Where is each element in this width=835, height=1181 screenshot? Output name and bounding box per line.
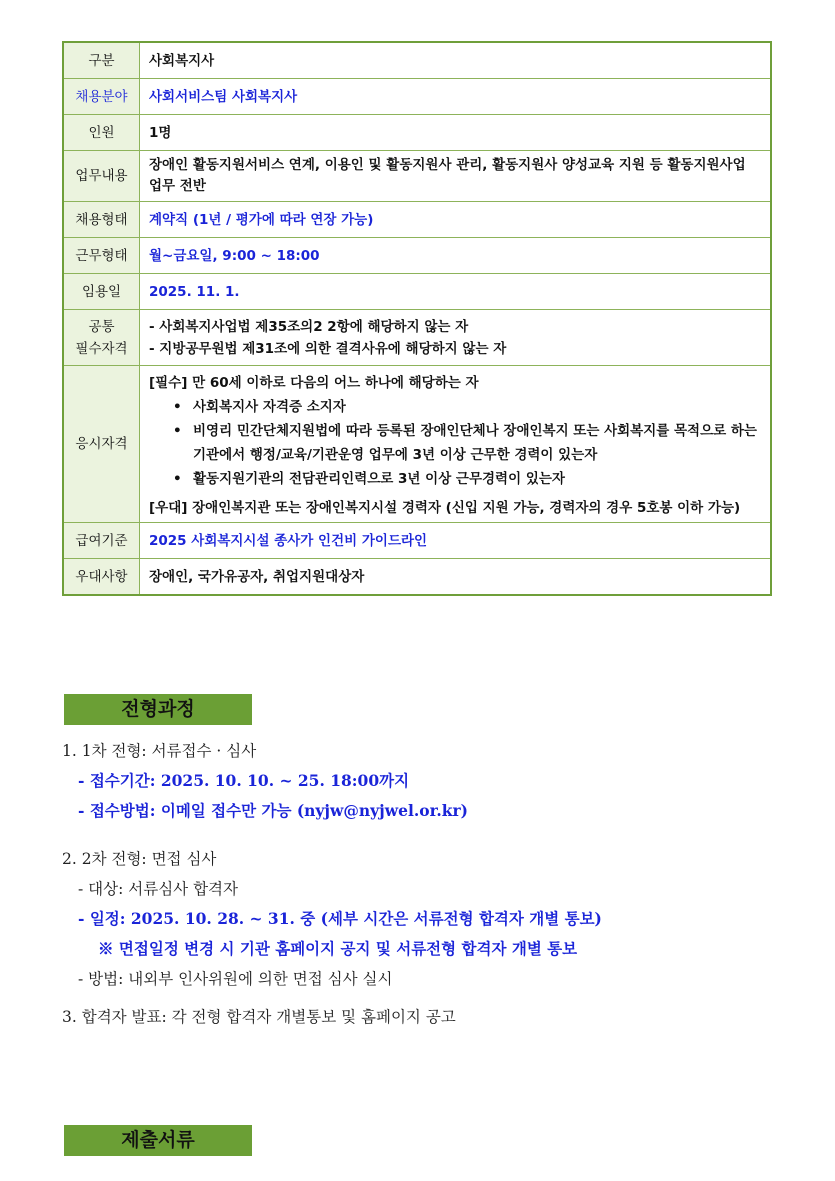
row-value (140, 310, 772, 366)
table-row (63, 79, 771, 115)
table-row (63, 151, 771, 202)
table-row (63, 238, 771, 274)
row-value: 사회복지사 (140, 42, 772, 79)
row-value: 장애인, 국가유공자, 취업지원대상자 (140, 559, 772, 596)
row-label: 인원 (63, 115, 140, 151)
row-label: 채용형태 (63, 202, 140, 238)
row-label: 우대사항 (63, 559, 140, 596)
table-row (63, 523, 771, 559)
table-row (63, 366, 771, 523)
table-row (63, 115, 771, 151)
table-row (63, 42, 771, 79)
preferred-qualification: [우대] 장애인복지관 또는 장애인복지시설 경력자 (신입 지원 가능, 경력자의 경우 5호봉 이하 가능) (149, 500, 741, 516)
row-value: 2025 사회복지시설 종사가 인건비 가이드라인 (140, 523, 772, 559)
list-item: • 사회복지사 자격증 소지자 (191, 395, 762, 419)
step-detail: - 방법: 내외부 인사위원에 의한 면접 심사 실시 (78, 970, 393, 988)
row-value: 계약직 (1년 / 평가에 따라 연장 가능) (140, 202, 772, 238)
row-value: 2025. 11. 1. (140, 274, 772, 310)
recruitment-info-table (62, 41, 772, 596)
list-item: • 비영리 민간단체지원법에 따라 등록된 장애인단체나 장애인복지 또는 사회복지를 목적으로 하는 기관에서 행정/교육/기관운영 업무에 3년 이상 근무한 경력이 있는자 (191, 419, 762, 467)
table-row (63, 559, 771, 596)
row-label: 임용일 (63, 274, 140, 310)
step-detail: - 접수기간: 2025. 10. 10. ~ 25. 18:00까지 (78, 771, 410, 790)
step-detail: - 접수방법: 이메일 접수만 가능 (nyjw@nyjwel.or.kr) (78, 801, 468, 820)
step-title: 3. 합격자 발표: 각 전형 합격자 개별통보 및 홈페이지 공고 (62, 1008, 456, 1026)
row-label-line: 공통 (88, 318, 115, 335)
row-value: 1명 (140, 115, 772, 151)
documents-section-heading: 제출서류 (64, 1125, 252, 1156)
required-qualification: [필수] 만 60세 이하로 다음의 어느 하나에 해당하는 자 (149, 375, 479, 391)
step-title: 2. 2차 전형: 면접 심사 (62, 850, 217, 868)
step-title: 1. 1차 전형: 서류접수 · 심사 (62, 742, 257, 760)
process-section (62, 736, 782, 1032)
qualification-item: - 사회복지사업법 제35조의2 2항에 해당하지 않는 자 (149, 318, 469, 335)
row-value (140, 366, 772, 523)
row-label: 급여기준 (63, 523, 140, 559)
process-section-heading: 전형과정 (64, 694, 252, 725)
row-label: 채용분야 (63, 79, 140, 115)
step-detail: - 일정: 2025. 10. 28. ~ 31. 중 (세부 시간은 서류전형 합격자 개별 통보) (78, 909, 602, 928)
row-label: 근무형태 (63, 238, 140, 274)
list-item: • 활동지원기관의 전담관리인력으로 3년 이상 근무경력이 있는자 (191, 467, 762, 491)
step-detail: - 대상: 서류심사 합격자 (78, 880, 238, 898)
row-value: 사회서비스팀 사회복지사 (140, 79, 772, 115)
row-label (63, 310, 140, 366)
row-value: 월~금요일, 9:00 ~ 18:00 (140, 238, 772, 274)
table-row (63, 274, 771, 310)
row-label-line: 필수자격 (75, 340, 128, 357)
qualification-item: - 지방공무원법 제31조에 의한 결격사유에 해당하지 않는 자 (149, 340, 507, 357)
row-label: 응시자격 (63, 366, 140, 523)
qualification-list (149, 395, 762, 491)
table-row (63, 202, 771, 238)
table-row (63, 310, 771, 366)
row-value: 장애인 활동지원서비스 연계, 이용인 및 활동지원사 관리, 활동지원사 양성교육 지원 등 활동지원사업 업무 전반 (140, 151, 772, 202)
step-note: ※ 면접일정 변경 시 기관 홈페이지 공지 및 서류전형 합격자 개별 통보 (98, 939, 578, 958)
row-label: 업무내용 (63, 151, 140, 202)
row-label: 구분 (63, 42, 140, 79)
